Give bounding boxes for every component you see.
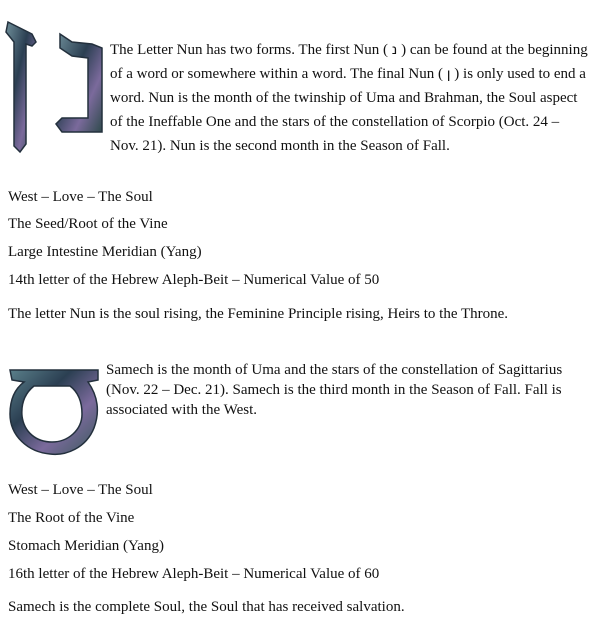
final-nun-shape (6, 22, 36, 152)
nun-shape (56, 34, 102, 132)
nun-attribute-letter-number: 14th letter of the Hebrew Aleph-Beit – Numerical Value of 50 (8, 272, 380, 288)
samech-attribute-letter-number: 16th letter of the Hebrew Aleph-Beit – Numerical Value of 60 (8, 566, 380, 582)
samech-attribute-direction: West – Love – The Soul (8, 482, 153, 498)
nun-intro-paragraph (110, 38, 588, 158)
samech-shape (10, 370, 98, 454)
final-nun-glyph: ן (446, 66, 451, 82)
nun-intro-part-3: ) is only used to end a word. Nun is the month of the twinship of Uma and Brahman, the Soul aspect of the Ineffable One and the stars of the constellation of Scorpio (Oct. 24 – Nov. 21). Nun is the second month in the Season of Fall. (110, 66, 586, 154)
samech-letter-image (4, 360, 104, 460)
samech-attribute-meridian: Stomach Meridian (Yang) (8, 538, 164, 554)
nun-attribute-direction: West – Love – The Soul (8, 189, 153, 205)
samech-summary: Samech is the complete Soul, the Soul that has received salvation. (8, 599, 405, 615)
nun-attribute-meridian: Large Intestine Meridian (Yang) (8, 244, 202, 260)
nun-attribute-vine: The Seed/Root of the Vine (8, 216, 168, 232)
nun-letters-image (2, 14, 110, 154)
nun-glyph: נ (391, 42, 398, 58)
samech-attribute-vine: The Root of the Vine (8, 510, 135, 526)
nun-intro-part-1: The Letter Nun has two forms. The first Nun ( (110, 42, 388, 58)
nun-summary: The letter Nun is the soul rising, the Feminine Principle rising, Heirs to the Throne. (8, 306, 509, 322)
samech-intro-paragraph: Samech is the month of Uma and the stars of the constellation of Sagittarius (Nov. 22 – Dec. 21). Samech is the third month in the Season of Fall. Fall is associated with the West. (106, 362, 563, 418)
nun-intro-part-2: ) can be found at the beginning of a word or somewhere within a word. The final Nun ( (110, 42, 588, 82)
